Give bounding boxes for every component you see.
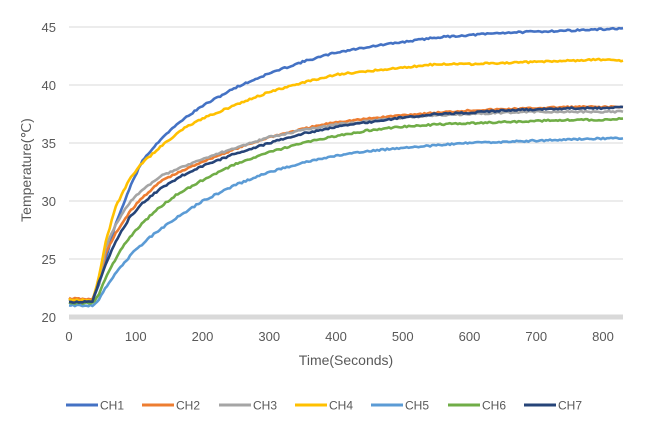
x-tick-label: 500 xyxy=(391,329,414,344)
legend-label-ch3: CH3 xyxy=(253,398,278,413)
legend-label-ch5: CH5 xyxy=(405,398,430,413)
y-tick-label: 35 xyxy=(41,136,56,151)
x-tick-label: 800 xyxy=(592,329,614,344)
x-axis-title: Time(Seconds) xyxy=(298,352,394,368)
x-tick-label: 200 xyxy=(191,329,214,344)
y-tick-labels xyxy=(42,20,56,325)
x-tick-label: 700 xyxy=(525,329,548,344)
legend-label-ch2: CH2 xyxy=(176,398,201,413)
x-tick-label: 0 xyxy=(65,329,73,344)
x-tick-label: 400 xyxy=(325,329,347,344)
series-line-ch7 xyxy=(69,107,623,303)
legend xyxy=(66,399,582,413)
legend-label-ch1: CH1 xyxy=(100,398,125,413)
series-line-ch6 xyxy=(69,118,623,304)
grid-lines xyxy=(69,27,623,320)
x-tick-label: 600 xyxy=(458,329,481,344)
series-line-ch5 xyxy=(69,138,623,307)
y-tick-label: 30 xyxy=(41,194,56,209)
series-line-ch1 xyxy=(69,28,623,301)
x-tick-label: 300 xyxy=(258,329,281,344)
series-lines xyxy=(69,28,623,306)
x-axis-line xyxy=(69,315,623,320)
legend-label-ch4: CH4 xyxy=(329,398,354,413)
x-tick-labels xyxy=(65,329,613,344)
y-axis-title: Temperature(℃) xyxy=(18,118,34,222)
y-tick-label: 40 xyxy=(41,78,56,93)
y-tick-label: 25 xyxy=(41,252,56,267)
series-line-ch4 xyxy=(69,59,623,301)
x-tick-label: 100 xyxy=(124,329,147,344)
legend-label-ch7: CH7 xyxy=(558,398,583,413)
y-tick-label: 20 xyxy=(41,310,56,325)
legend-label-ch6: CH6 xyxy=(482,398,507,413)
y-tick-label: 45 xyxy=(41,20,56,35)
